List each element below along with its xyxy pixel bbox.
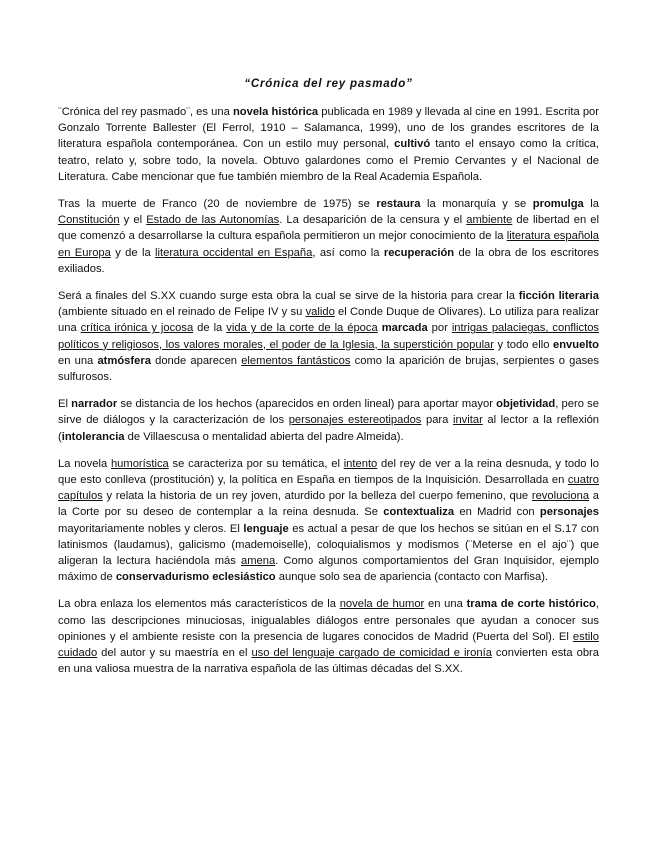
text-run: , así como la xyxy=(312,246,384,259)
bold-term: marcada xyxy=(381,322,428,335)
document-body xyxy=(58,104,599,678)
text-run: la xyxy=(583,198,599,211)
text-run: por xyxy=(427,322,452,335)
bold-term: personajes xyxy=(539,506,599,519)
text-run: del autor y su maestría en el xyxy=(97,647,252,660)
document-title: “Crónica del rey pasmado” xyxy=(244,78,413,90)
underlined-term: crítica irónica y jocosa xyxy=(80,322,194,335)
text-run: de la obra de los escritores exiliados. xyxy=(58,246,599,275)
text-run: el Conde Duque de Olivares). Lo utiliza para realizar una xyxy=(58,306,599,335)
paragraph-5 xyxy=(58,456,599,586)
text-run: La novela xyxy=(58,457,111,470)
underlined-term: valido xyxy=(305,306,335,319)
underlined-term: literatura occidental en España xyxy=(155,246,313,259)
underlined-term: cuatro capítulos xyxy=(58,474,599,503)
underlined-term: amena xyxy=(240,555,276,568)
text-run: de la xyxy=(193,322,227,335)
bold-term: promulga xyxy=(532,198,584,211)
bold-term: conservadurismo eclesiástico xyxy=(115,571,276,584)
text-run: a la Corte por su deseo de contemplar a la reina desnuda. Se xyxy=(58,490,599,519)
text-run: la monarquía y se xyxy=(420,198,533,211)
text-run: de libertad en el que comenzó a desarrollarse la cultura española permitieron un mejor conocimiento de la xyxy=(58,214,600,243)
bold-term: ficción literaria xyxy=(518,290,599,303)
bold-term: lenguaje xyxy=(243,522,289,535)
text-run: en Madrid con xyxy=(454,506,540,519)
bold-term: atmósfera xyxy=(97,354,151,367)
bold-term: trama de corte histórico xyxy=(466,598,596,611)
paragraph-2 xyxy=(58,196,599,277)
paragraph-6 xyxy=(58,596,599,677)
text-run: en una xyxy=(58,354,98,367)
underlined-term: humorística xyxy=(110,457,169,470)
text-run: . La desaparición de la censura y el xyxy=(279,214,467,227)
underlined-term: vida y de la corte de la época xyxy=(226,322,378,335)
bold-term: envuelto xyxy=(552,338,599,351)
text-run: y de la xyxy=(110,246,156,259)
text-run: La obra enlaza los elementos más característicos de la xyxy=(58,598,340,611)
text-run: se distancia de los hechos (aparecidos en orden lineal) para aportar mayor xyxy=(117,398,497,411)
text-run: (ambiente situado en el reinado de Felipe IV y su xyxy=(58,306,306,319)
bold-term: narrador xyxy=(71,398,118,411)
text-run: , pero se sirve de diálogos y la caracterización de los xyxy=(58,398,599,427)
underlined-term: invitar xyxy=(452,414,483,427)
bold-term: restaura xyxy=(376,198,421,211)
underlined-term: estilo cuidado xyxy=(58,630,599,660)
underlined-term: Constitución xyxy=(58,214,120,227)
underlined-term: intrigas palaciegas, conflictos políticos y religiosos, los valores morales, el poder de la Iglesia, la superstición popular xyxy=(58,322,600,351)
text-run: tanto el ensayo como la crítica, teatro, relato y, sobre todo, la novela. Obtuvo galardones como el Premio Cervantes y el Nacional de Literatura. Cabe mencionar que fue también miembro de la Real Academia Española. xyxy=(58,138,600,183)
text-run: , como las descripciones minuciosas, inigualables diálogos entre personales que ayudan a conocer sus opiniones y el ambiente resiste con la presencia de lugares conocidos de Madrid (Puerta del Sol). El xyxy=(58,598,599,643)
text-run: al lector a la reflexión ( xyxy=(58,414,600,443)
underlined-term: elementos fantásticos xyxy=(241,354,351,367)
text-run: como la aparición de brujas, serpientes o gases sulfurosos. xyxy=(58,354,599,384)
text-run: es actual a pesar de que los hechos se sitúan en el S.17 con latinismos (laudamus), galicismo (mademoiselle), coloquialismos y modismos (¨Meterse en el ajo¨) que aligeran la lectura haciéndola más xyxy=(58,522,599,568)
paragraph-4 xyxy=(58,396,599,445)
text-run: para xyxy=(421,414,453,427)
text-run: ¨Crónica del rey pasmado¨, es una xyxy=(58,106,233,118)
paragraph-1 xyxy=(58,104,599,185)
bold-term: novela histórica xyxy=(232,106,319,118)
text-run: publicada en 1989 y llevada al cine en 1991. Escrita por Gonzalo Torrente Ballester (El Ferrol, 1910 – Salamanca, 1999), uno de los grandes escritores de la literatura española contemporánea. Con un estilo muy personal, xyxy=(58,106,600,151)
underlined-term: revoluciona xyxy=(531,490,590,503)
underlined-term: ambiente xyxy=(466,214,513,227)
text-run: y relata la historia de un rey joven, aturdido por la belleza del cuerpo femenino, que xyxy=(102,490,532,503)
underlined-term: literatura española en Europa xyxy=(58,230,599,259)
bold-term: recuperación xyxy=(383,246,455,259)
text-run: se caracteriza por su temática, el xyxy=(168,457,344,470)
text-run: . Como algunos comportamientos del Gran Inquisidor, ejemplo máximo de xyxy=(58,555,600,584)
text-run: del rey de ver a la reina desnuda, y todo lo que esto conlleva (prostitución) y, la política en España en tiempos de la Inquisición. Desarrollada en xyxy=(58,457,599,487)
bold-term: intolerancia xyxy=(61,430,125,443)
underlined-term: uso del lenguaje cargado de comicidad e ironía xyxy=(251,647,492,660)
text-run: en una xyxy=(424,598,467,611)
text-run: El xyxy=(58,398,72,411)
underlined-term: Estado de las Autonomías xyxy=(146,214,280,227)
paragraph-3 xyxy=(58,288,599,385)
underlined-term: personajes estereotipados xyxy=(288,414,422,427)
bold-term: cultivó xyxy=(394,138,431,151)
text-run: Tras la muerte de Franco (20 de noviembre de 1975) se xyxy=(58,198,377,211)
text-run: donde aparecen xyxy=(150,354,242,367)
text-run: convierten esta obra en una valiosa muestra de la narrativa española de las últimas décadas del S.XX. xyxy=(58,647,599,676)
underlined-term: intento xyxy=(343,457,378,470)
text-run: y el xyxy=(119,214,147,227)
bold-term: contextualiza xyxy=(383,506,455,519)
underlined-term: novela de humor xyxy=(339,598,425,611)
text-run: mayoritariamente nobles y cleros. El xyxy=(58,522,244,535)
text-run: aunque solo sea de apariencia (contacto con Marfisa). xyxy=(275,571,549,584)
text-run: y todo ello xyxy=(494,338,553,351)
text-run: de Villaescusa o mentalidad abierta del padre Almeida). xyxy=(124,430,404,443)
bold-term: objetividad xyxy=(496,398,556,411)
text-run: Será a finales del S.XX cuando surge esta obra la cual se sirve de la historia para crear la xyxy=(58,290,519,303)
